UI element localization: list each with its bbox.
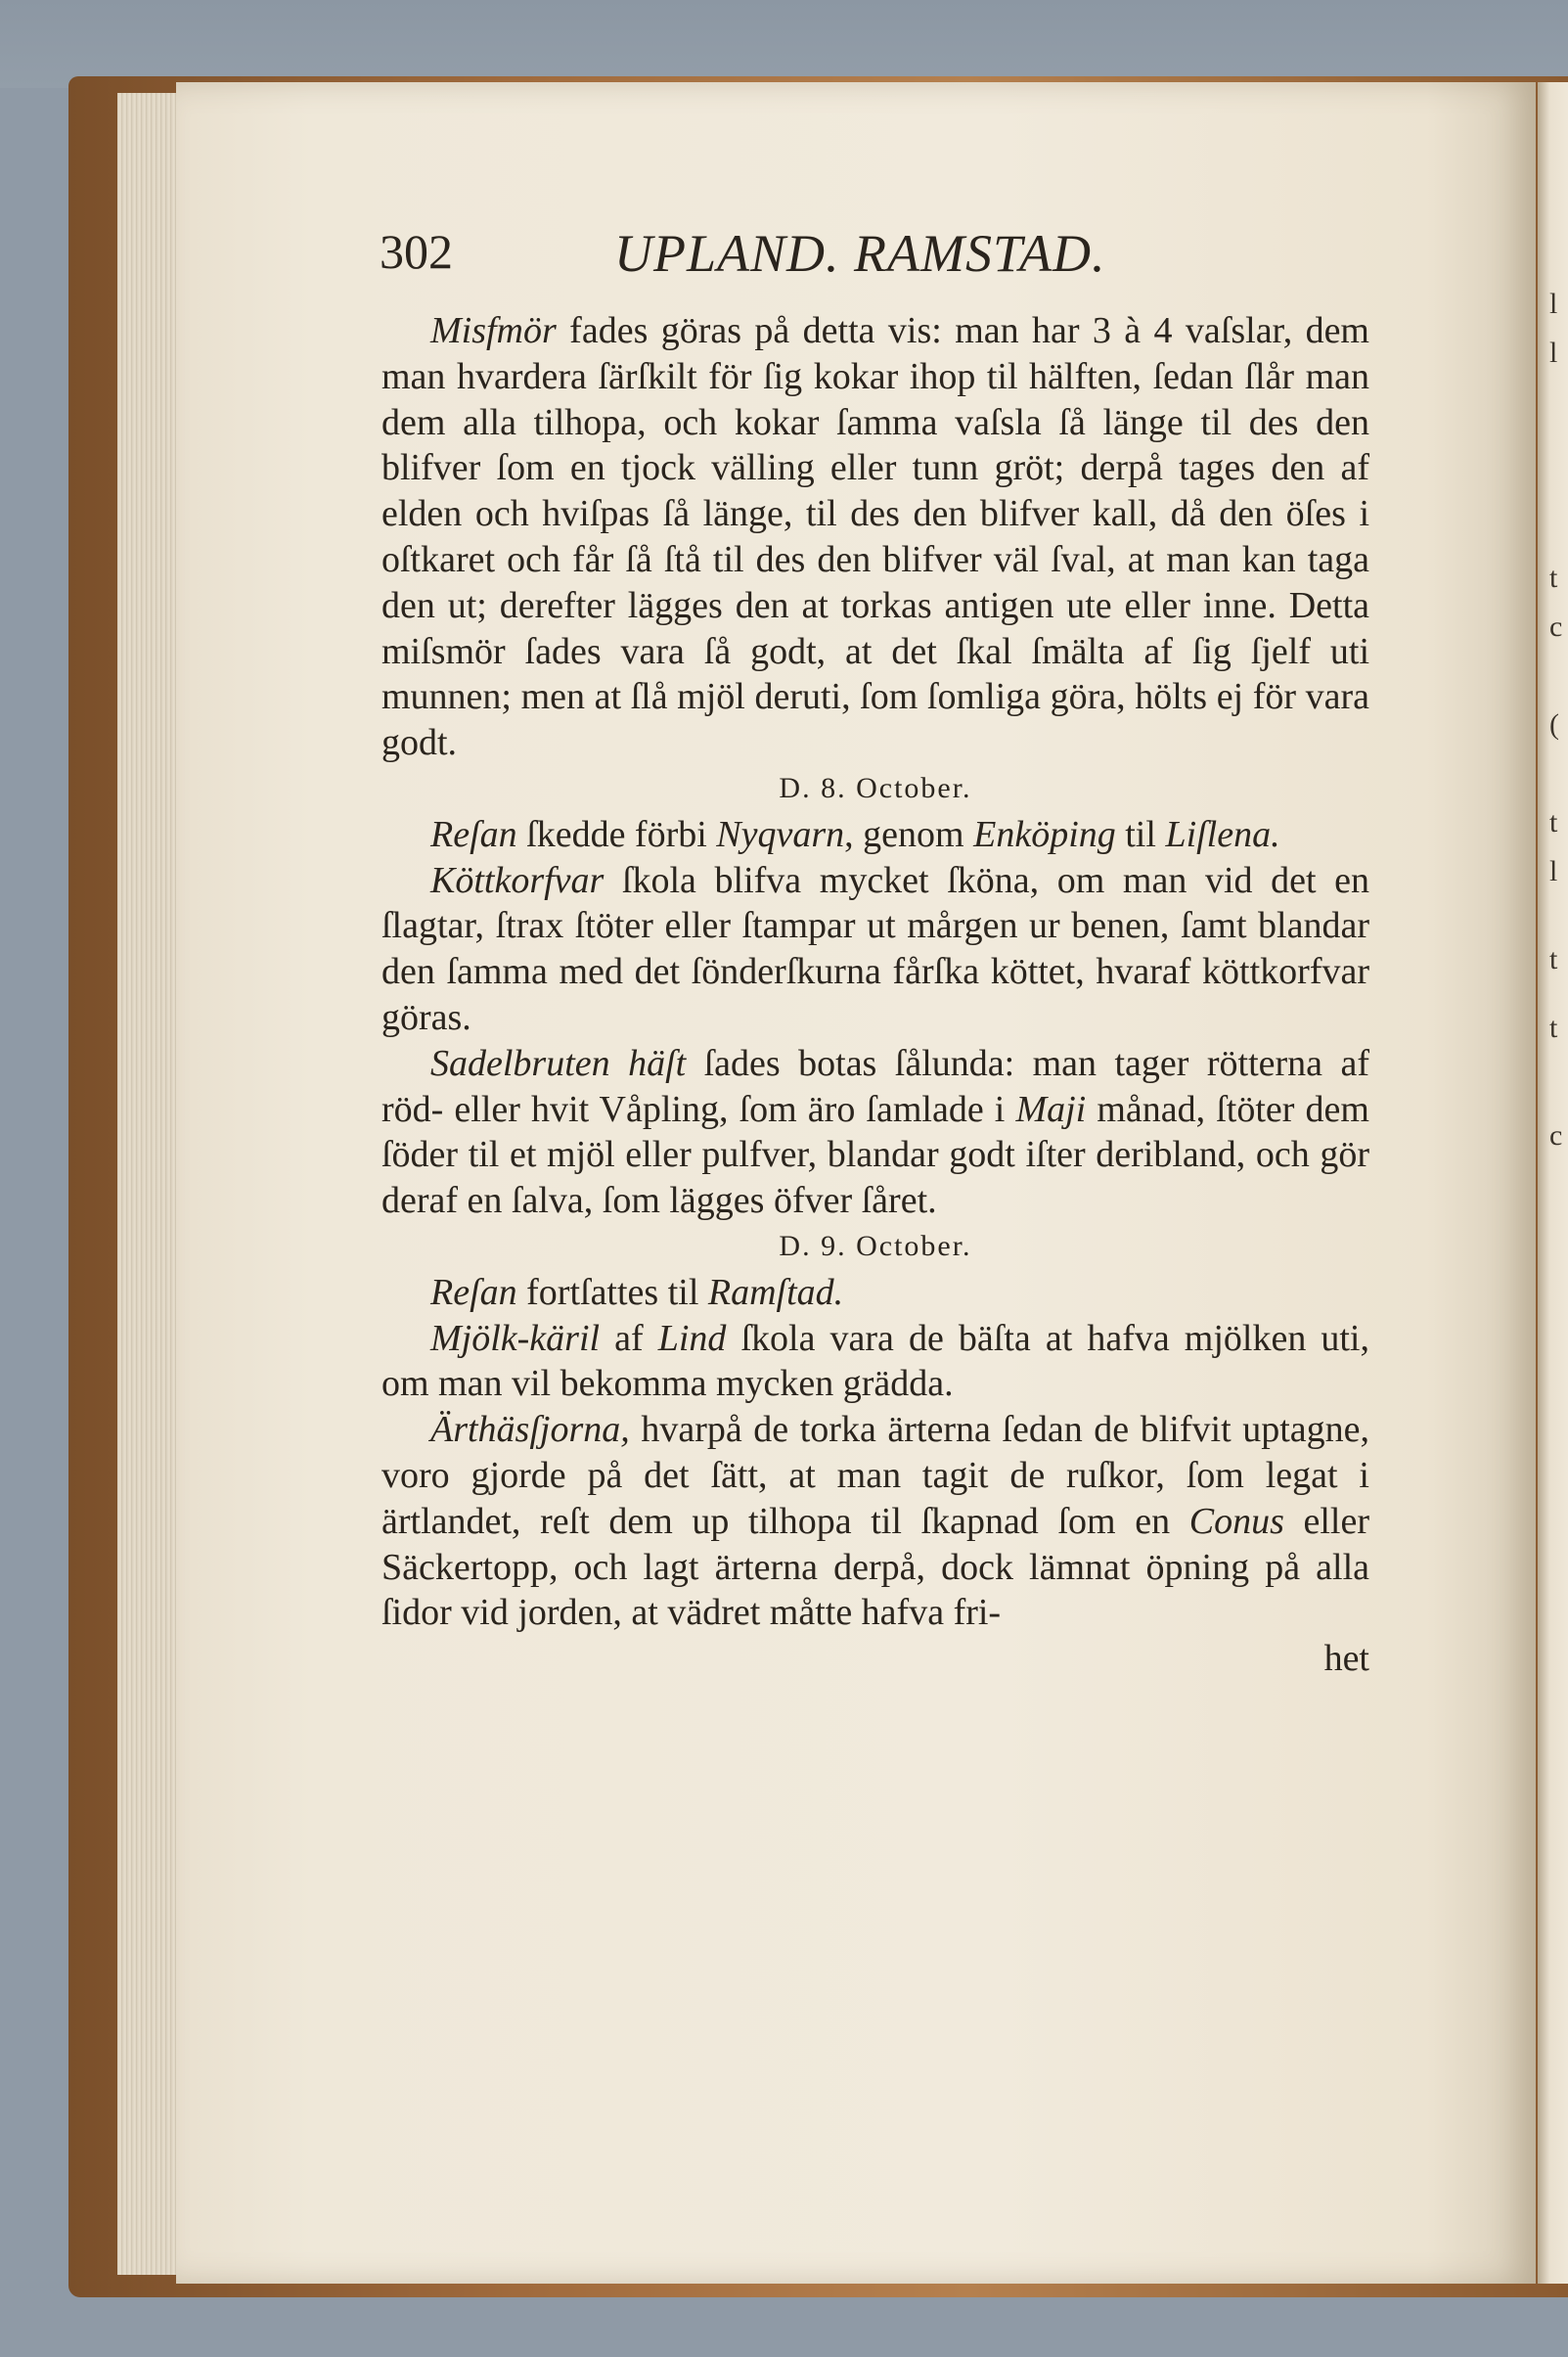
paragraph-term: Reſan bbox=[430, 813, 517, 855]
paragraph-text: til bbox=[1115, 813, 1166, 855]
paragraph-text: eller Säckertopp, och lagt ärterna derpå, dock lämnat öpning på alla ſidor vid jorden, at vädret måtte hafva fri- bbox=[381, 1500, 1369, 1634]
catchword: het bbox=[1323, 1638, 1369, 1680]
next-page-fragment: t bbox=[1549, 562, 1558, 594]
paragraph-term: Köttkorfvar bbox=[430, 859, 605, 901]
next-page-fragment: t bbox=[1549, 806, 1558, 839]
paragraph-term: Ärthäsſjorna, bbox=[430, 1409, 630, 1451]
next-page-fragment: ( bbox=[1549, 708, 1559, 741]
place-name: Liſlena. bbox=[1165, 813, 1280, 855]
paragraph bbox=[381, 1407, 1369, 1636]
paragraph-term: Misfmör bbox=[430, 310, 557, 351]
paragraph-term: Sadelbruten häſt bbox=[430, 1042, 687, 1084]
paragraph-text: fades göras på detta vis: man har 3 à 4 vaſslar, dem man hvardera ſärſkilt för ſig kokar ihop til hälften, ſedan ſlår man dem alla tilhopa, och kokar ſamma vaſsla ſå länge til des den blifver ſom en tjock välling eller tunn gröt; derpå tages den af elden och hviſpas ſå länge, til des den blifver kall, då den öſes i oſtkaret och får ſå ſtå til des den blifver väl ſval, at man kan taga den ut; derefter lägges den at torkas antigen ute eller inne. Detta miſsmör ſades vara ſå godt, at det ſkal ſmälta af ſig ſjelf uti munnen; men at ſlå mjöl deruti, ſom ſomliga göra, hölts ej för vara godt. bbox=[381, 310, 1369, 764]
paragraph bbox=[381, 1270, 1369, 1316]
paragraph bbox=[381, 1316, 1369, 1408]
page-header bbox=[380, 223, 1358, 292]
paragraph-text: ſkola vara de bäſta at hafva mjölken uti, om man vil bekomma mycken grädda. bbox=[381, 1317, 1369, 1405]
next-page-fragment: l bbox=[1549, 337, 1558, 369]
next-page-fragment: l bbox=[1549, 288, 1558, 320]
next-page-fragment: l bbox=[1549, 855, 1558, 887]
paragraph-text: ſkola blifva mycket ſköna, om man vid det en ſlagtar, ſtrax ſtöter eller ſtampar ut mårgen ur benen, ſamt blandar den ſamma med det ſönderſkurna fårſka köttet, hvaraf köttkorfvar göras. bbox=[381, 859, 1369, 1038]
dateline: D. 8. October. bbox=[779, 771, 972, 804]
paragraph-text: ſkedde förbi bbox=[516, 813, 717, 855]
page-number: 302 bbox=[380, 224, 453, 279]
paragraph bbox=[381, 308, 1369, 766]
place-name: Ramſtad. bbox=[707, 1271, 844, 1313]
place-name: Lind bbox=[657, 1317, 727, 1359]
paragraph-text: månad, ſtöter dem ſöder til et mjöl eller pulfver, blandar godt iſter deribland, och gör deraf en ſalva, ſom lägges öfver ſåret. bbox=[381, 1088, 1369, 1222]
dateline: D. 9. October. bbox=[779, 1229, 972, 1262]
paragraph bbox=[381, 1041, 1369, 1224]
paragraph-text: fortſattes til bbox=[516, 1271, 708, 1313]
place-name: Maji bbox=[1015, 1088, 1087, 1130]
paragraph-term: Reſan bbox=[430, 1271, 517, 1313]
running-head: UPLAND. RAMSTAD. bbox=[614, 224, 1106, 283]
paragraph bbox=[381, 858, 1369, 1041]
background bbox=[0, 0, 1568, 88]
paragraph-text: hvarpå de torka ärterna ſedan de blifvit uptagne, voro gjorde på det ſätt, at man tagit de ruſkor, ſom legat i ärtlandet, reſt dem up tilhopa til ſkapnad ſom en bbox=[381, 1409, 1369, 1542]
next-page-edge bbox=[1538, 82, 1568, 2284]
body-text bbox=[381, 308, 1369, 1682]
next-page-fragment: c bbox=[1549, 611, 1563, 643]
paragraph-text: af bbox=[600, 1317, 658, 1359]
next-page-fragment: t bbox=[1549, 1012, 1558, 1044]
place-name: Conus bbox=[1188, 1500, 1284, 1542]
place-name: Nyqvarn bbox=[716, 813, 845, 855]
next-page-fragment: c bbox=[1549, 1119, 1563, 1152]
paragraph-term: Mjölk-käril bbox=[430, 1317, 601, 1359]
place-name: Enköping bbox=[973, 813, 1116, 855]
next-page-fragment: t bbox=[1549, 943, 1558, 975]
paragraph-text: ſades botas ſålunda: man tager rötterna af röd- eller hvit Våpling, ſom äro ſamlade i bbox=[381, 1042, 1369, 1130]
paragraph bbox=[381, 812, 1369, 858]
paragraph-text: , genom bbox=[844, 813, 974, 855]
